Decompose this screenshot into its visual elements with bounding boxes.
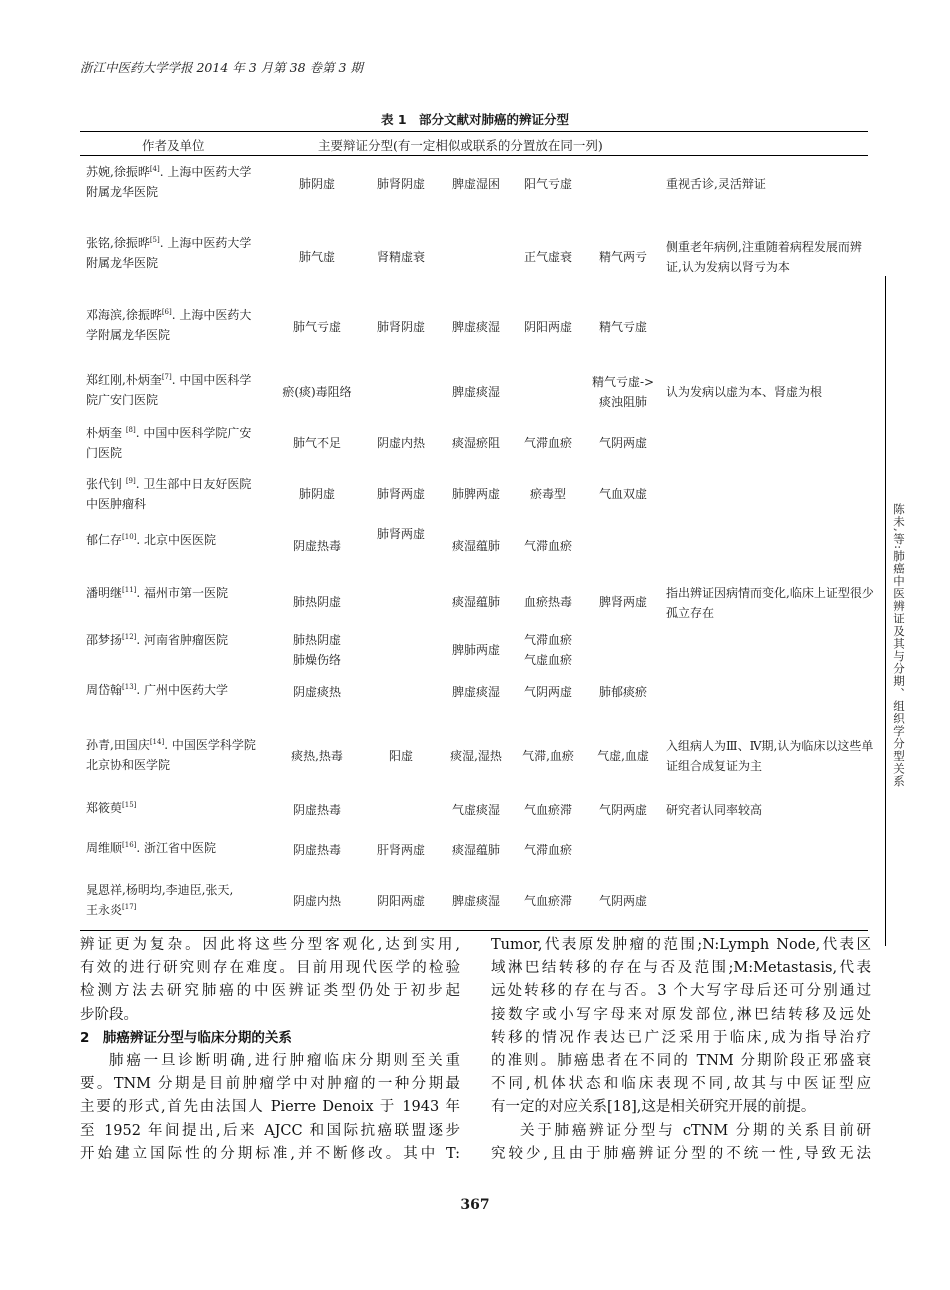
citation-ref: [8] (125, 426, 136, 434)
table-cell-type-5: 精气两亏 (598, 250, 647, 264)
table-cell-type-1: 肺热阴虚 (292, 595, 341, 609)
table-cell-type-4: 气滞血瘀 (523, 436, 572, 450)
citation-ref: [4] (149, 165, 160, 173)
table-cell-type-1: 肺热阴虚 肺燥伤络 (292, 633, 341, 667)
table-cell-author (86, 370, 271, 410)
table-cell-type-2: 肺肾阴虚 (376, 320, 425, 334)
table-cell-author (86, 305, 271, 345)
author-line: 郁仁存[10]. 北京中医医院 (86, 533, 217, 547)
left-para-1 (80, 934, 460, 1027)
table-cell-type-1: 肺气虚 (298, 250, 335, 264)
text-line: 开始建立国际性的分期标准,并不断修改。其中 T: (80, 1145, 460, 1162)
text-line: 步阶段。 (80, 1006, 138, 1023)
right-para-1 (491, 934, 871, 1120)
journal-header: 浙江中医药大学学报 2014 年 3 月第 38 卷第 3 期 (80, 60, 363, 75)
table-cell-type-2: 肺肾两虚 (376, 527, 425, 541)
author-line: 附属龙华医院 (86, 256, 159, 270)
side-running-title: 陈未,等:肺癌中医辨证及其与分期、组织学分型关系 (892, 503, 906, 788)
text-line: 远处转移的存在与否。3 个大写字母后还可分别通过 (491, 983, 871, 1000)
side-rule (885, 276, 886, 946)
table-header-author: 作者及单位 (142, 138, 205, 153)
text-line: 至 1952 年间提出,后来 AJCC 和国际抗癌联盟逐步 (80, 1122, 460, 1139)
text-line: 主要的形式,首先由法国人 Pierre Denoix 于 1943 年 (80, 1099, 460, 1116)
table-cell-type-5: 气虚,血虚 (597, 749, 649, 763)
table-cell-type-4: 瘀毒型 (529, 487, 566, 501)
author-line: 邵梦扬[12]. 河南省肿瘤医院 (86, 633, 229, 647)
table-cell-type-1: 阴虚内热 (292, 894, 341, 908)
text-line: 不同,机体状态和临床表现不同,故其与中医证型应 (491, 1076, 871, 1093)
citation-ref: [10] (122, 533, 137, 541)
table-cell-type-3: 脾虚痰湿 (451, 894, 500, 908)
table-cell-type-5: 气阴两虚 (598, 436, 647, 450)
table-cell-type-5: 气阴两虚 (598, 803, 647, 817)
text-line: 关于肺癌辨证分型与 cTNM 分期的关系目前研 (520, 1122, 871, 1139)
text-line: 辨证更为复杂。因此将这些分型客观化,达到实用, (80, 937, 460, 953)
author-line: 周维顺[16]. 浙江省中医院 (86, 841, 217, 855)
table-cell-type-3: 肺脾两虚 (451, 487, 500, 501)
page-number: 367 (460, 1197, 490, 1213)
table-cell-type-1: 阴虚热毒 (292, 843, 341, 857)
text-line: 的准则。肺癌患者在不同的 TNM 分期阶段正邪盛衰 (491, 1053, 871, 1070)
section-heading: 2 肺癌辨证分型与临床分期的关系 (80, 1029, 292, 1046)
text-line: Tumor,代表原发肿瘤的范围;N:Lymph Node,代表区 (491, 937, 871, 953)
right-para-2 (491, 1120, 871, 1166)
author-line: 张代钊 [9]. 卫生部中日友好医院 (86, 477, 252, 491)
table-cell-type-4: 气阴两虚 (523, 685, 572, 699)
table-cell-author (86, 838, 271, 858)
table-cell-type-3: 脾虚痰湿 (451, 385, 500, 399)
table-cell-type-1: 肺气亏虚 (292, 320, 341, 334)
table-cell-note: 指出辨证因病情而变化,临床上证型很少孤立存在 (666, 586, 874, 620)
author-line: 中医肿瘤科 (86, 497, 147, 511)
author-line: 苏婉,徐振晔[4]. 上海中医药大学 (86, 165, 252, 179)
citation-ref: [12] (122, 633, 137, 641)
author-line: 朴炳奎 [8]. 中国中医科学院广安 (86, 426, 252, 440)
table-cell-type-1: 肺阴虚 (298, 177, 335, 191)
author-line: 郑筱萸[15] (86, 801, 137, 815)
citation-ref: [13] (122, 683, 137, 691)
citation-ref: [17] (122, 903, 137, 911)
right-column (491, 934, 871, 1166)
table-cell-type-4: 气血瘀滞 (523, 803, 572, 817)
table-cell-type-5: 脾肾两虚 (598, 595, 647, 609)
author-line: 晁恩祥,杨明均,李迪臣,张天, (86, 883, 234, 897)
table-cell-type-3: 痰湿,湿热 (450, 749, 502, 763)
table-header-types: 主要辩证分型(有一定相似或联系的分置放在同一列) (318, 138, 603, 153)
table-cell-type-4: 气血瘀滞 (523, 894, 572, 908)
table-cell-type-3: 气虚痰湿 (451, 803, 500, 817)
table-cell-type-2: 肺肾阴虚 (376, 177, 425, 191)
table-cell-type-1: 痰热,热毒 (291, 749, 343, 763)
table-title: 表 1 部分文献对肺癌的辨证分型 (380, 112, 570, 127)
author-line: 周岱翰[13]. 广州中医药大学 (86, 683, 229, 697)
table-cell-note: 研究者认同率较高 (666, 803, 763, 817)
author-line: 院广安门医院 (86, 393, 159, 407)
table-cell-note: 重视舌诊,灵活辩证 (666, 177, 766, 191)
table-cell-author (86, 233, 271, 273)
table-cell-type-3: 脾虚痰湿 (451, 685, 500, 699)
citation-ref: [6] (161, 308, 172, 316)
citation-ref: [11] (122, 586, 137, 594)
table-cell-type-1: 肺气不足 (292, 436, 341, 450)
table-cell-type-2: 肾精虚衰 (376, 250, 425, 264)
author-line: 北京协和医学院 (86, 758, 171, 772)
table-cell-author (86, 423, 271, 463)
table-cell-author (86, 735, 271, 775)
table-cell-type-4: 阳气亏虚 (523, 177, 572, 191)
table-cell-type-2: 阴阳两虚 (376, 894, 425, 908)
author-line: 张铭,徐振晔[5]. 上海中医药大学 (86, 236, 252, 250)
table-cell-author (86, 162, 271, 202)
table-cell-note: 入组病人为Ⅲ、Ⅳ期,认为临床以这些单证组合成复证为主 (666, 739, 874, 773)
citation-ref: [7] (161, 373, 172, 381)
text-line: 域淋巴结转移的存在与否及范围;M:Metastasis,代表 (491, 960, 871, 977)
author-line: 孙青,田国庆[14]. 中国医学科学院 (86, 738, 256, 752)
table-cell-type-3: 痰湿蕴肺 (451, 539, 500, 553)
table-cell-author (86, 798, 271, 818)
table-cell-type-5: 肺郁痰瘀 (598, 685, 647, 699)
citation-ref: [16] (122, 841, 137, 849)
author-line: 郑红刚,朴炳奎[7]. 中国中医科学 (86, 373, 252, 387)
table-cell-author (86, 880, 271, 920)
table-cell-type-4: 血瘀热毒 (523, 595, 572, 609)
text-line: 有效的进行研究则存在难度。目前用现代医学的检验 (80, 960, 460, 977)
table-cell-type-5: 气血双虚 (598, 487, 647, 501)
table-cell-type-3: 脾虚痰湿 (451, 320, 500, 334)
table-cell-type-3: 脾肺两虚 (451, 643, 500, 657)
table-cell-note: 侧重老年病例,注重随着病程发展而辨证,认为发病以肾亏为本 (666, 240, 862, 274)
text-line: 检测方法去研究肺癌的中医辨证类型仍处于初步起 (80, 983, 460, 1000)
table-cell-type-4: 气滞血瘀 (523, 539, 572, 553)
table-cell-author (86, 583, 271, 603)
table-cell-type-3: 脾虚湿困 (451, 177, 500, 191)
author-line: 附属龙华医院 (86, 185, 159, 199)
table-cell-type-2: 肝肾两虚 (376, 843, 425, 857)
table-bottom-rule (80, 930, 868, 931)
table-cell-type-4: 气滞血瘀 (523, 843, 572, 857)
table-cell-type-1: 肺阴虚 (298, 487, 335, 501)
text-line: 肺癌一旦诊断明确,进行肿瘤临床分期则至关重 (109, 1053, 460, 1070)
author-line: 王永炎[17] (86, 903, 137, 917)
text-line: 要。TNM 分期是目前肿瘤学中对肿瘤的一种分期最 (80, 1076, 460, 1093)
table-cell-type-1: 阴虚热毒 (292, 803, 341, 817)
table-cell-type-2: 阴虚内热 (376, 436, 425, 450)
table-top-rule (80, 131, 868, 132)
text-line: 转移的情况作表达已广泛采用于临床,成为指导治疗 (491, 1029, 871, 1046)
table-header-rule (80, 155, 868, 156)
table-cell-type-5: 精气亏虚-> 痰浊阻肺 (591, 375, 655, 409)
author-line: 潘明继[11]. 福州市第一医院 (86, 586, 229, 600)
text-line: 有一定的对应关系[18],这是相关研究开展的前提。 (491, 1099, 816, 1116)
table-cell-type-1: 瘀(痰)毒阻络 (282, 385, 352, 399)
table-cell-type-4: 正气虚衰 (523, 250, 572, 264)
left-para-2 (80, 1050, 460, 1166)
table-cell-type-3: 痰湿蕴肺 (451, 595, 500, 609)
table-cell-author (86, 680, 271, 700)
table-cell-type-3: 痰湿瘀阻 (451, 436, 500, 450)
table-cell-type-3: 痰湿蕴肺 (451, 843, 500, 857)
table-cell-type-5: 精气亏虚 (598, 320, 647, 334)
table-cell-author (86, 530, 271, 550)
author-line: 学附属龙华医院 (86, 328, 171, 342)
citation-ref: [15] (122, 801, 137, 809)
citation-ref: [5] (149, 236, 160, 244)
author-line: 门医院 (86, 446, 123, 460)
table-cell-type-4: 气滞,血瘀 (522, 749, 574, 763)
table-cell-type-4: 阴阳两虚 (523, 320, 572, 334)
table-cell-author (86, 630, 271, 650)
table-cell-type-4: 气滞血瘀 气虚血瘀 (523, 633, 572, 667)
table-cell-type-2: 肺肾两虚 (376, 487, 425, 501)
table-cell-type-1: 阴虚痰热 (292, 685, 341, 699)
table-cell-type-5: 气阴两虚 (598, 894, 647, 908)
citation-ref: [14] (149, 738, 165, 746)
table-cell-type-1: 阴虚热毒 (292, 539, 341, 553)
citation-ref: [9] (125, 477, 136, 485)
table-cell-note: 认为发病以虚为本、肾虚为根 (666, 385, 823, 399)
left-column (80, 934, 460, 1166)
table-cell-author (86, 474, 271, 514)
table-cell-type-2: 阳虚 (388, 749, 413, 763)
text-line: 接数字或小写字母来对原发部位,淋巴结转移及远处 (491, 1006, 871, 1023)
author-line: 邓海滨,徐振晔[6]. 上海中医药大 (86, 308, 252, 322)
text-line: 究较少,且由于肺癌辨证分型的不统一性,导致无法 (491, 1145, 871, 1162)
